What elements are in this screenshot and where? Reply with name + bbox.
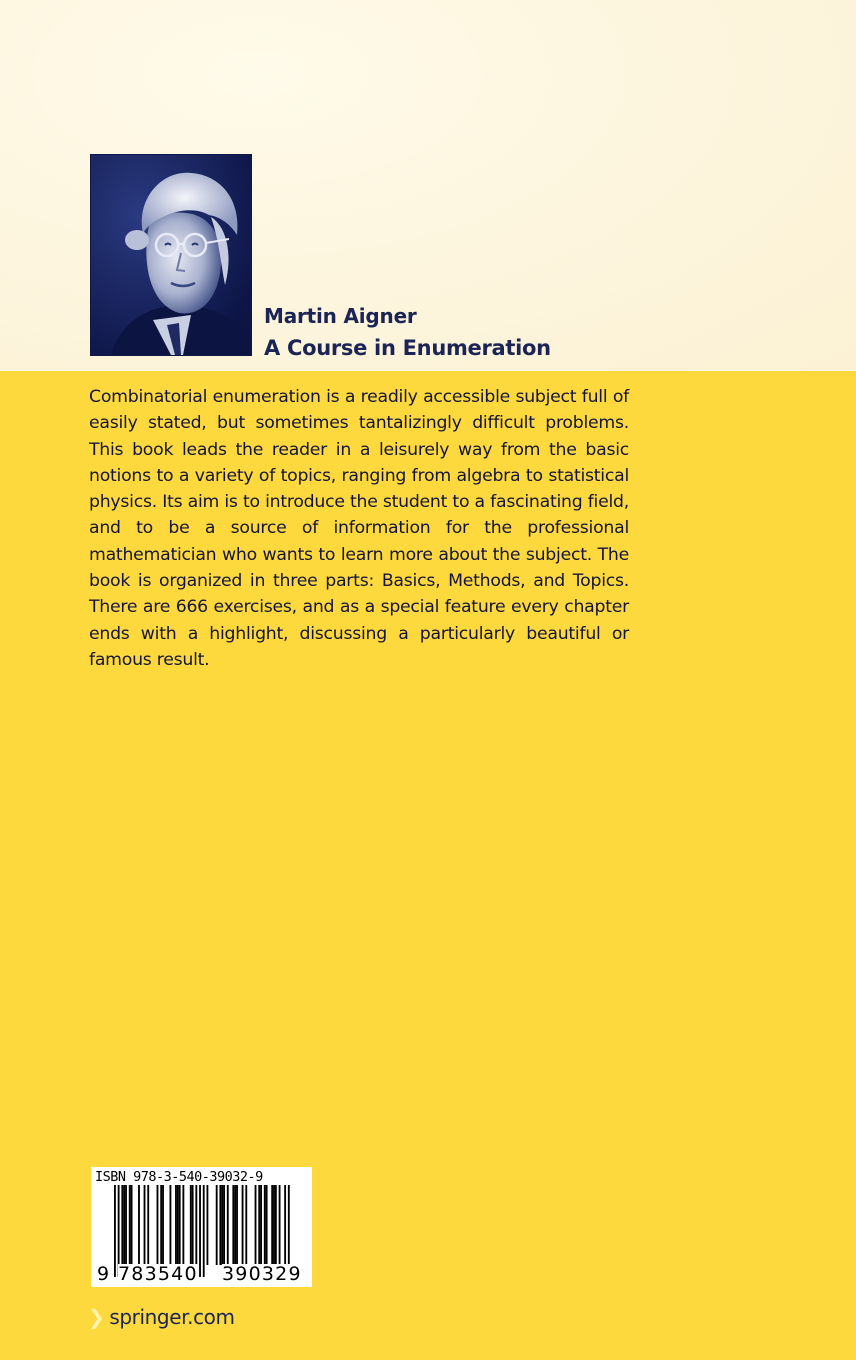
barcode-bar xyxy=(179,1185,181,1265)
barcode-bar xyxy=(121,1185,123,1265)
barcode-bar xyxy=(279,1185,281,1265)
barcode-bar xyxy=(175,1185,177,1265)
isbn-label: ISBN 978-3-540-39032-9 xyxy=(95,1169,263,1185)
author-portrait xyxy=(91,155,251,355)
author-portrait-image xyxy=(91,155,251,355)
barcode-bar xyxy=(195,1185,197,1265)
barcode-bar xyxy=(123,1185,125,1265)
barcode-bar xyxy=(227,1185,229,1265)
barcode-bar xyxy=(260,1185,262,1265)
barcode-bar xyxy=(275,1185,277,1265)
barcode-bar xyxy=(207,1185,209,1265)
barcode-bar xyxy=(182,1185,184,1265)
isbn-barcode xyxy=(91,1167,312,1287)
ean-right-digits: 390329 xyxy=(222,1263,302,1285)
author-name: Martin Aigner xyxy=(264,304,417,328)
ean-prefix-digit: 9 xyxy=(97,1263,110,1285)
barcode-bar xyxy=(264,1185,266,1265)
barcode-bar xyxy=(232,1185,234,1265)
barcode-bar xyxy=(221,1185,223,1265)
barcode-bar xyxy=(170,1185,172,1265)
barcode-bar xyxy=(255,1185,257,1265)
barcode-bar xyxy=(157,1185,159,1265)
barcode-bar xyxy=(271,1185,273,1265)
barcode-bar xyxy=(177,1185,179,1265)
barcode-bar xyxy=(147,1185,149,1265)
barcode-bar xyxy=(223,1185,225,1265)
barcode-bar xyxy=(199,1185,201,1277)
publisher-link[interactable] xyxy=(88,1305,235,1329)
barcode-bar xyxy=(131,1185,133,1265)
barcode-bar xyxy=(219,1185,221,1265)
barcode-bar xyxy=(190,1185,192,1265)
barcode-bar xyxy=(266,1185,268,1265)
barcode-bar xyxy=(236,1185,238,1265)
barcode-bar xyxy=(162,1185,164,1265)
ean-left-digits: 783540 xyxy=(118,1263,198,1285)
barcode-bar xyxy=(273,1185,275,1265)
publisher-url: springer.com xyxy=(109,1305,235,1329)
barcode-bar xyxy=(125,1185,127,1265)
chevron-right-icon: ❯ xyxy=(88,1305,105,1329)
barcode-bar xyxy=(216,1185,218,1265)
barcode-bar xyxy=(192,1185,194,1265)
barcode-bar xyxy=(258,1185,260,1265)
book-description: Combinatorial enumeration is a readily accessible subject full of easily stated, but sometimes tantalizingly difficult problems. This book leads the reader in a leisurely way from the basic notions to a variety of topics, ranging from algebra to statistical physics. Its aim is to introduce the student to a fascinating field, and to be a source of information for the professional mathematician who wants to learn more about the subject. The book is organized in three parts: Basics, Methods, and Topics. There are 666 exercises, and as a special feature every chapter ends with a highlight, discussing a particularly beautiful or famous result. xyxy=(89,387,629,670)
barcode-bar xyxy=(160,1185,162,1265)
barcode-bar xyxy=(245,1185,247,1265)
barcode-bar xyxy=(138,1185,140,1265)
barcode-bar xyxy=(114,1185,116,1277)
barcode-bar xyxy=(234,1185,236,1265)
barcode-bar xyxy=(129,1185,131,1265)
barcode-bar xyxy=(144,1185,146,1265)
barcode-bar xyxy=(242,1185,244,1265)
book-title: A Course in Enumeration xyxy=(264,336,551,360)
barcode-bar xyxy=(203,1185,205,1277)
